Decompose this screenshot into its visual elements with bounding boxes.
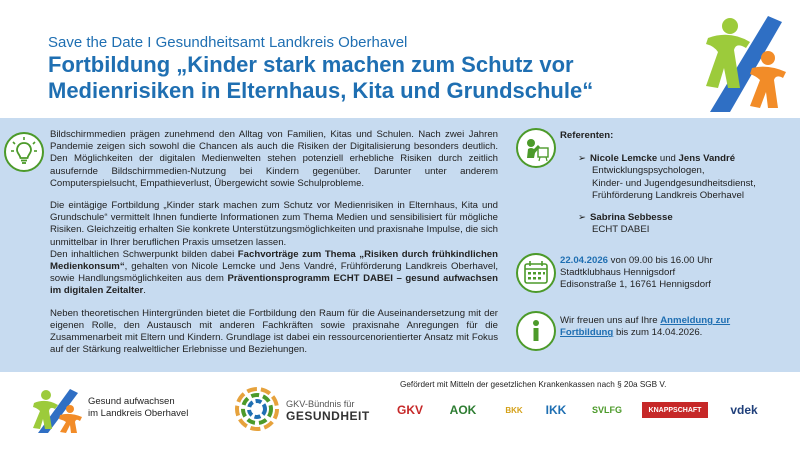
arrow-icon: ➢: [578, 212, 587, 224]
intro-paragraph-2: Die eintägige Fortbildung „Kinder stark machen zum Schutz vor Medienrisiken in Elternhaus, Kita und Grundschule“ vermittelt Ihnen fundierte Informationen zum Thema Medien und sensibilisiert für mögliche Risiken. Gleichzeitig erhalten Sie konkrete Unterstützungsmöglichkeiten und praxisnahe Impulse, die sich unmittelbar in Ihrer beruflichen Praxis umsetzen lassen.: [50, 200, 498, 248]
event-block: [560, 255, 790, 292]
partner-logo-ikk: IKK: [545, 403, 567, 417]
speaker-2: ➢ Sabrina Sebbesse ECHT DABEI: [578, 212, 673, 236]
intro-paragraph-4: Neben theoretischen Hintergründen bietet die Fortbildung den Raum für die Auseinandersetzung mit der eigenen Rolle, den Austausch mit anderen Fachkräften sowie praxisnahe Anregungen für die Zusammenarbeit mit Eltern und Kindern. Grundlage ist dabei ein ressourcenorientierter Ansatz mit Fokus auf der Stärkung realweltlicher Erlebnisse und Beziehungen.: [50, 307, 498, 356]
info-icon: [516, 311, 556, 351]
lightbulb-icon: [4, 132, 44, 172]
page-title: Fortbildung „Kinder stark machen zum Schutz vor Medienrisiken in Elternhaus, Kita und Grundschule“: [48, 52, 594, 103]
header: [0, 0, 800, 118]
registration-link[interactable]: Anmeldung zur Fortbildung: [560, 315, 731, 339]
registration-block: Wir freuen uns auf Ihre Anmeldung zur Fortbildung bis zum 14.04.2026.: [560, 315, 731, 339]
header-kicker: Save the Date I Gesundheitsamt Landkreis Oberhavel: [48, 34, 408, 51]
intro-paragraph-3: Den inhaltlichen Schwerpunkt bilden dabei Fachvorträge zum Thema „Risiken durch frühkindlichen Medienkonsum“, gehalten von Nicole Lemcke und Jens Vandré, Frühförderung Landkreis Oberhavel, sowie Handlungsmöglichkeiten aus dem Präventionsprogramm ECHT DABEI – gesund aufwachsen im digitalen Zeitalter.: [50, 248, 499, 297]
children-figures-logo: [690, 8, 796, 114]
info-panel: [0, 118, 800, 372]
partner-logo-vdek: vdek: [730, 403, 758, 417]
gkv-buendnis-logo-icon: [232, 384, 282, 434]
partner-logo-svlfg: SVLFG: [591, 405, 622, 415]
speaker-1: ➢ Nicole Lemcke und Jens Vandré Entwicklungspsychologen, Kinder- und Jugendgesundheitsdienst, Frühförderung Landkreis Oberhavel: [578, 153, 756, 201]
event-date: 22.04.2026 von 09.00 bis 16.00 Uhr: [560, 255, 713, 266]
speakers-block: [560, 130, 790, 236]
partner-logo-bkk: BKK: [505, 405, 523, 415]
intro-text: [50, 129, 498, 366]
speaker-icon: [516, 128, 556, 168]
event-venue: Stadtklubhaus Hennigsdorf: [560, 267, 676, 279]
event-address: Edisonstraße 1, 16761 Hennigsdorf: [560, 279, 711, 291]
gkv-buendnis-text: GKV-Bündnis für GESUNDHEIT: [286, 399, 370, 423]
partner-logo-knappschaft: KNAPPSCHAFT: [642, 402, 708, 418]
calendar-icon: [516, 253, 556, 293]
gesund-aufwachsen-text: Gesund aufwachsen im Landkreis Oberhavel: [88, 396, 189, 419]
funding-note: Gefördert mit Mitteln der gesetzlichen Krankenkassen nach § 20a SGB V.: [400, 380, 667, 389]
gesund-aufwachsen-logo: [30, 385, 86, 435]
partner-logo-gkv: GKV: [396, 403, 423, 417]
intro-paragraph-1: Bildschirmmedien prägen zunehmend den Alltag von Familien, Kitas und Schulen. Nach zwei Jahren Pandemie zeigen sich sowohl die Chancen als auch die Risiken der Digitalisierung besonders deutlich. Den Möglichkeiten der digitalen Medienwelten stehen potenziell erhebliche Risiken durch zeitlich ausufernde Bildschirmmedien-Nutzung bei Kindern gegenüber. Darunter unter anderem Computerspielsucht, Empathieverlust, Übergewicht sowie Schulprobleme.: [50, 129, 498, 189]
partner-logo-aok: AOK: [449, 403, 477, 417]
speakers-heading: Referenten:: [560, 130, 614, 141]
arrow-icon: ➢: [578, 153, 587, 165]
